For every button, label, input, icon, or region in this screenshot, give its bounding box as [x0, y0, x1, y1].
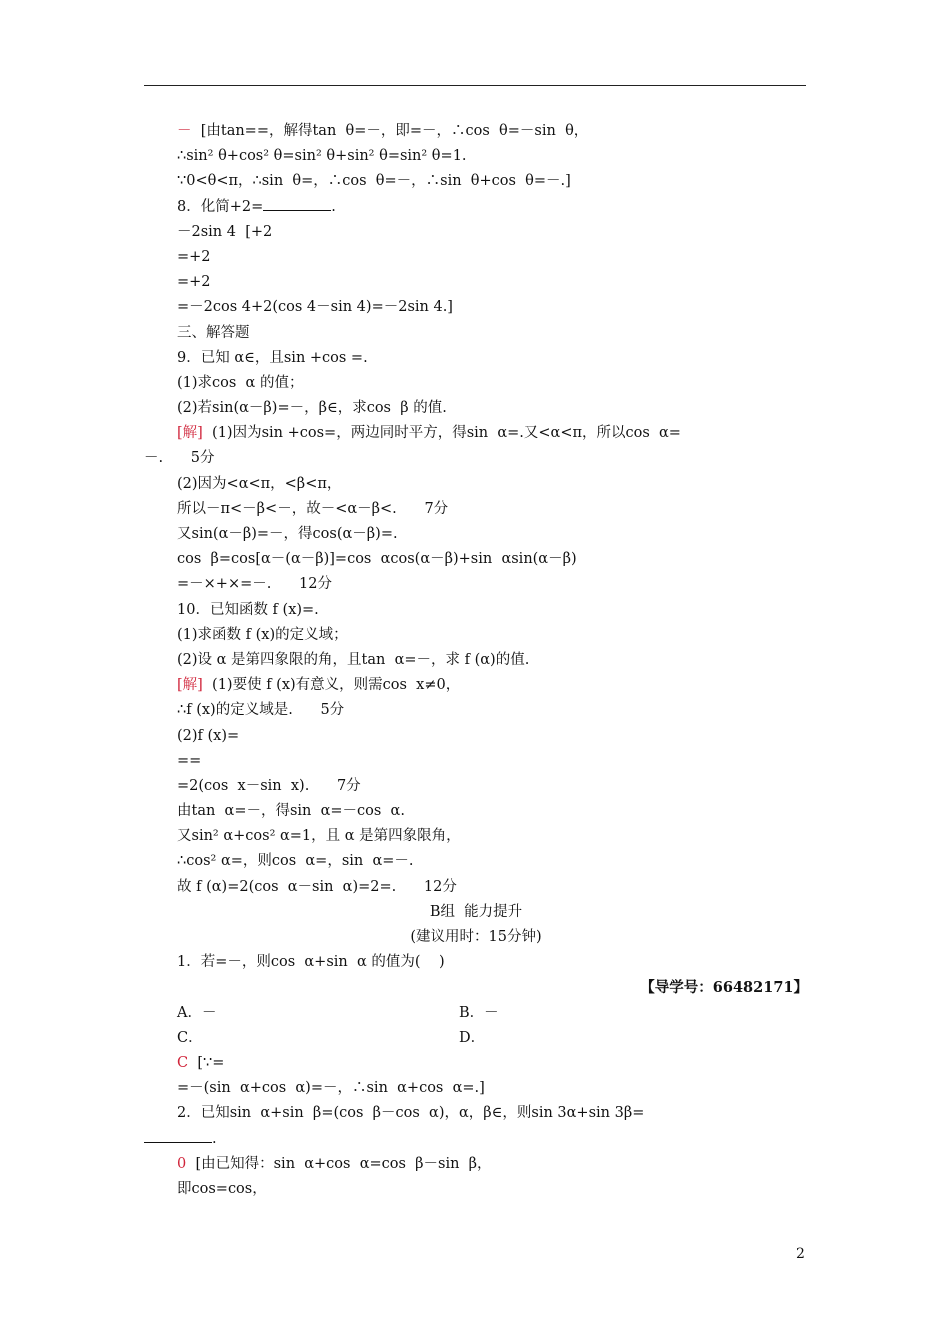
- text-line: [144, 169, 808, 194]
- text-line: [144, 295, 808, 320]
- text-line: [144, 598, 808, 623]
- text-line: [144, 824, 808, 849]
- text-line: [144, 1127, 808, 1152]
- line-text: 1．若=－，则cos α+sin α 的值为( ): [177, 954, 445, 971]
- options-row: [144, 1026, 808, 1051]
- text-line: [144, 472, 808, 497]
- text-line: [144, 799, 808, 824]
- text-line: [144, 144, 808, 169]
- text-line: [144, 119, 808, 144]
- options-row: [144, 1001, 808, 1026]
- text-line: [144, 950, 808, 975]
- answer-mark: 0: [177, 1155, 187, 1172]
- line-text: 8．化简+2=: [177, 198, 264, 215]
- answer-mark: [解]: [177, 425, 203, 442]
- line-text: B组 能力提升: [429, 903, 523, 920]
- line-text: =+2: [177, 248, 211, 265]
- text-line: [144, 396, 808, 421]
- text-line: [144, 975, 808, 1000]
- line-text: 所以－π<－β<－，故－<α－β<. 7分: [177, 500, 449, 517]
- option-item: C．: [177, 1029, 203, 1046]
- text-line: [144, 698, 808, 723]
- line-text: 【导学号：66482171】: [640, 979, 808, 997]
- line-text: 2．已知sin α+sin β=(cos β－cos α)，α，β∈，则sin 3α+sin 3β=: [177, 1105, 645, 1122]
- line-text: 即cos=cos，: [177, 1180, 267, 1197]
- text-line: [144, 623, 808, 648]
- line-text: 故 f (α)=2(cos α－sin α)=2=. 12分: [177, 878, 457, 895]
- line-text: ∴f (x)的定义域是. 5分: [177, 702, 345, 719]
- line-text: (建议用时：15分钟): [410, 929, 542, 945]
- option-item: B．－: [459, 1004, 499, 1021]
- text-line: [144, 673, 808, 698]
- page-content: [144, 119, 808, 1202]
- line-text: 又sin² α+cos² α=1，且 α 是第四象限角，: [177, 828, 461, 845]
- line-text: 又sin(α－β)=－，得cos(α－β)=.: [177, 526, 398, 542]
- text-line: [144, 875, 808, 900]
- text-line: [144, 245, 808, 270]
- text-line: [144, 321, 808, 346]
- text-line: [144, 724, 808, 749]
- text-line: [144, 900, 808, 925]
- line-text: =－2cos 4+2(cos 4－sin 4)=－2sin 4.]: [177, 299, 453, 316]
- text-line: [144, 572, 808, 597]
- text-line: [144, 346, 808, 371]
- text-line: [144, 648, 808, 673]
- text-line: [144, 371, 808, 396]
- line-text: 三、解答题: [177, 324, 250, 341]
- text-line: [144, 925, 808, 950]
- line-text: [由已知得：sin α+cos α=cos β－sin β，: [186, 1155, 492, 1172]
- line-text: 由tan α=－，得sin α=－cos α.: [177, 803, 405, 820]
- line-text: .: [212, 1130, 217, 1147]
- line-text: －. 5分: [144, 450, 215, 467]
- line-text: ==: [177, 752, 202, 769]
- text-line: [144, 547, 808, 572]
- line-text: －2sin 4 [+2: [177, 223, 273, 240]
- text-line: [144, 774, 808, 799]
- line-text: (1)求cos α 的值；: [177, 374, 304, 391]
- line-text: ∵0<θ<π，∴sin θ=，∴cos θ=－，∴sin θ+cos θ=－.]: [177, 173, 571, 190]
- line-text: (1)因为sin +cos=，两边同时平方，得sin α=.又<α<π，所以cos α=: [202, 425, 681, 442]
- text-line: [144, 1152, 808, 1177]
- line-text: (2)设 α 是第四象限的角，且tan α=－，求 f (α)的值.: [177, 651, 530, 668]
- line-text: ∴cos² α=，则cos α=，sin α=－.: [177, 853, 414, 870]
- header-rule: [144, 85, 806, 86]
- page-number: 2: [796, 1246, 805, 1262]
- line-text: =+2: [177, 274, 211, 291]
- text-line: [144, 497, 808, 522]
- text-line: [144, 421, 808, 446]
- text-line: [144, 1177, 808, 1202]
- line-text: (2)若sin(α－β)=－，β∈，求cos β 的值.: [177, 400, 447, 417]
- line-text: (2)f (x)=: [177, 727, 240, 744]
- option-item: D．: [459, 1029, 486, 1046]
- line-text: (2)因为<α<π，<β<π，: [177, 475, 342, 492]
- text-line: [144, 849, 808, 874]
- fill-blank: [263, 196, 331, 211]
- text-line: [144, 522, 808, 547]
- text-line: [144, 1101, 808, 1126]
- text-line: [144, 220, 808, 245]
- line-text: cos β=cos[α－(α－β)]=cos αcos(α－β)+sin αsin(α－β): [177, 551, 577, 568]
- answer-mark: －: [177, 123, 192, 139]
- line-text: (1)要使 f (x)有意义，则需cos x≠0，: [202, 677, 461, 694]
- text-line: [144, 446, 808, 471]
- answer-mark: C: [177, 1054, 189, 1071]
- line-text: =2(cos x－sin x). 7分: [177, 777, 361, 794]
- text-line: [144, 1051, 808, 1076]
- line-text: [由tan==，解得tan θ=－，即=－，∴cos θ=－sin θ，: [191, 123, 589, 139]
- option-item: A．－: [177, 1004, 217, 1021]
- text-line: [144, 270, 808, 295]
- answer-mark: [解]: [177, 677, 203, 694]
- line-text: =－×+×=－. 12分: [177, 576, 332, 593]
- line-text: (1)求函数 f (x)的定义域；: [177, 626, 348, 643]
- line-text: [∵=: [188, 1054, 225, 1071]
- line-text: 10．已知函数 f (x)=.: [177, 601, 319, 618]
- text-line: [144, 195, 808, 220]
- line-text: 9．已知 α∈，且sin +cos =.: [177, 349, 368, 366]
- text-line: [144, 1076, 808, 1101]
- line-text: ∴sin² θ+cos² θ=sin² θ+sin² θ=sin² θ=1.: [177, 148, 467, 165]
- fill-blank: [144, 1128, 212, 1143]
- line-tail: .: [331, 198, 336, 215]
- line-text: =－(sin α+cos α)=－，∴sin α+cos α=.]: [177, 1080, 485, 1097]
- text-line: [144, 749, 808, 774]
